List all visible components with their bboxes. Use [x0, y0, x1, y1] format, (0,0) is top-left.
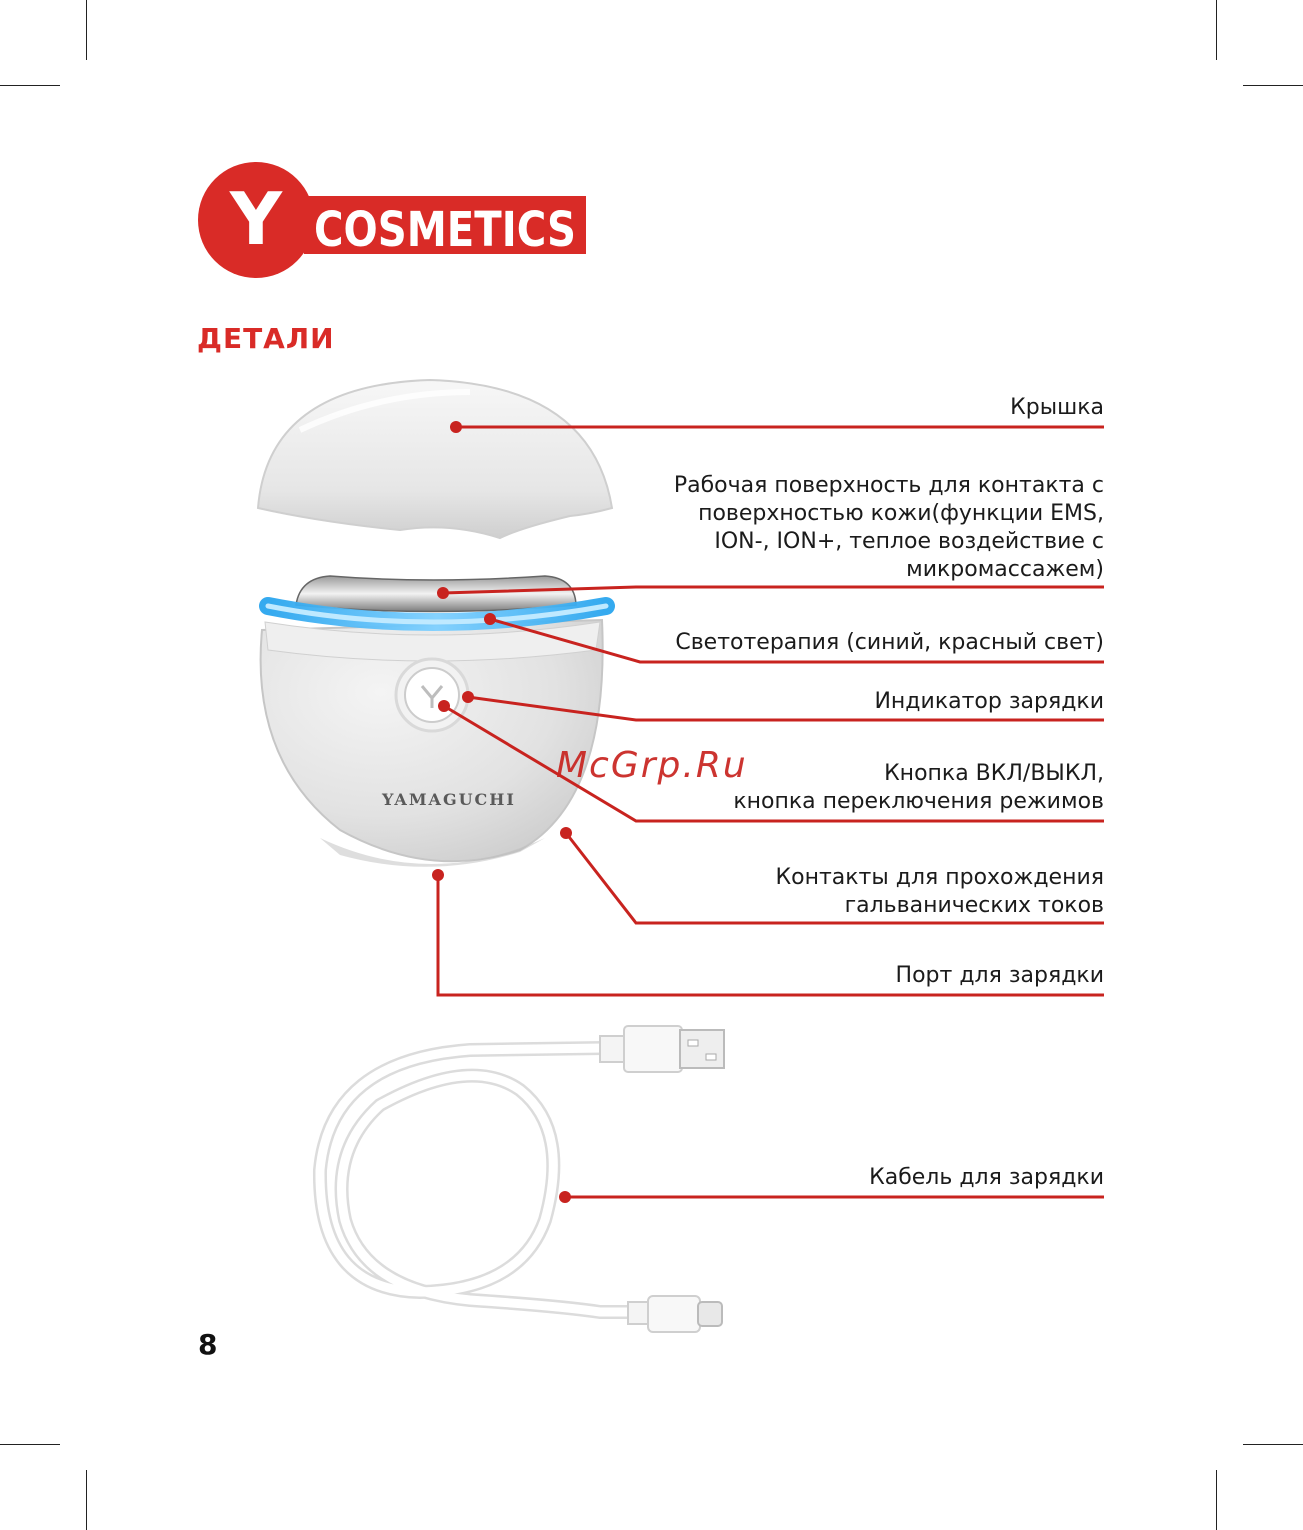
logo-letter: Y [229, 177, 283, 261]
device-brand-text: YAMAGUCHI [382, 790, 516, 809]
label-cover [1010, 394, 1104, 422]
power-button-graphic [396, 659, 468, 731]
logo-word: COSMETICS [314, 202, 576, 258]
label-charging-port [896, 962, 1104, 990]
label-line: Кабель для зарядки [869, 1165, 1104, 1190]
label-charge-indicator [874, 688, 1104, 716]
label-power-button [733, 760, 1104, 816]
device-body [261, 620, 603, 867]
label-line: гальванических токов [844, 893, 1104, 918]
label-line: Контакты для прохождения [775, 865, 1104, 890]
label-galvanic-contacts [776, 864, 1105, 920]
label-line: Порт для зарядки [895, 963, 1104, 988]
section-title: ДЕТАЛИ [197, 322, 335, 355]
label-charging-cable [869, 1164, 1104, 1192]
label-line: Рабочая поверхность для контакта с [673, 473, 1104, 498]
label-line: поверхностью кожи(функции EMS, [698, 501, 1104, 526]
label-line: кнопка переключения режимов [733, 789, 1104, 814]
working-surface-plate [296, 576, 576, 612]
label-line: Индикатор зарядки [874, 689, 1104, 714]
device-cover [258, 380, 612, 538]
label-line: Светотерапия (синий, красный свет) [675, 630, 1104, 655]
charging-cable-graphic [320, 1026, 724, 1332]
watermark-text: McGrp.Ru [556, 745, 748, 786]
label-line: ION-, ION+, теплое воздействие с [714, 529, 1104, 554]
label-line: Кнопка ВКЛ/ВЫКЛ, [884, 761, 1104, 786]
label-line: Крышка [1010, 395, 1104, 420]
label-working-surface [674, 472, 1104, 584]
label-light-therapy [675, 629, 1104, 657]
page-number: 8 [198, 1328, 218, 1361]
label-line: микромассажем) [906, 557, 1104, 582]
